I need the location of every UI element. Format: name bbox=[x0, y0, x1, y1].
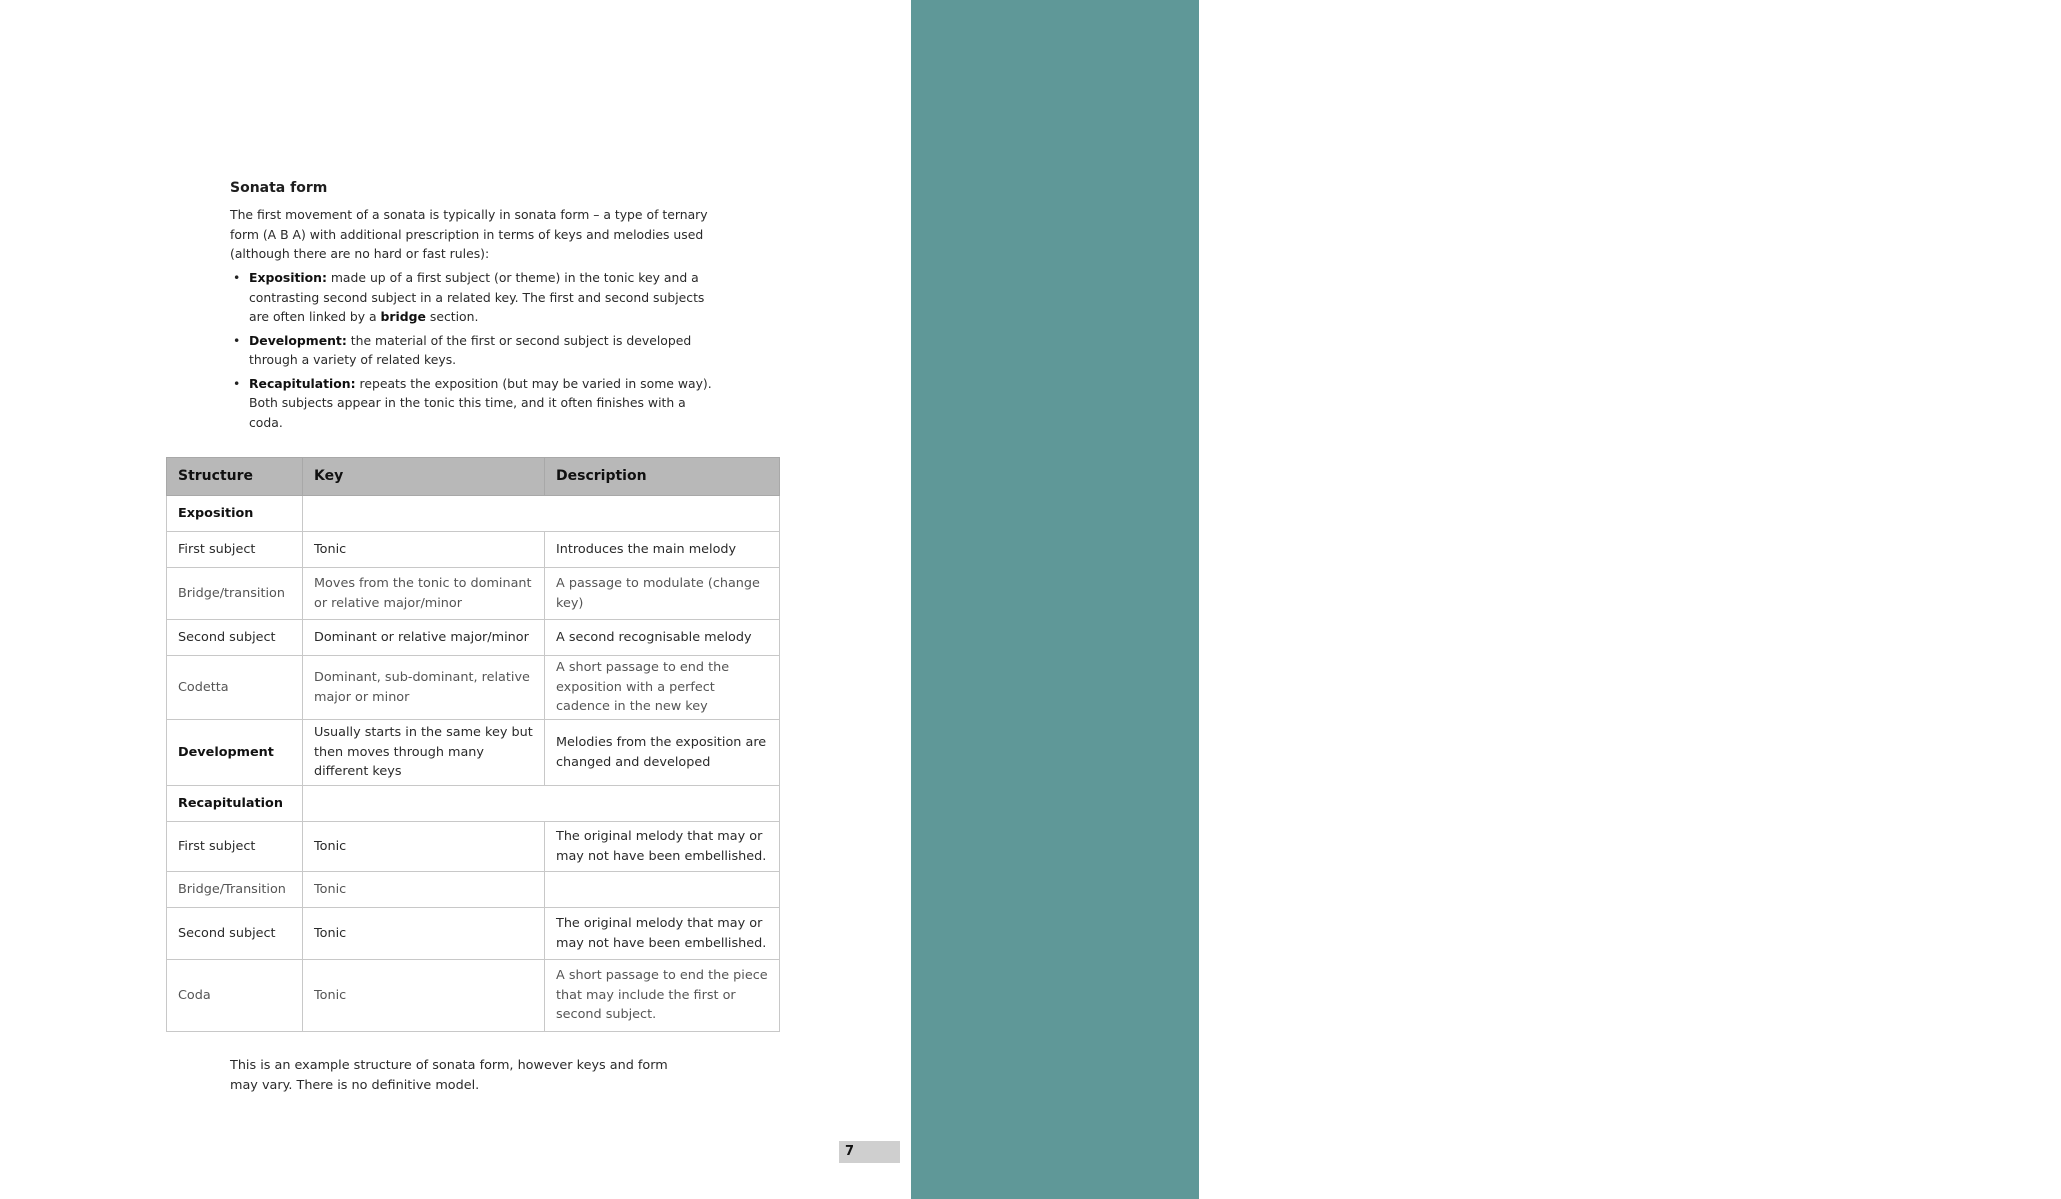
table-row bbox=[167, 568, 780, 620]
bullet-term: Recapitulation: bbox=[249, 375, 356, 391]
footnote: This is an example structure of sonata form, however keys and form may vary. There is no definitive model. bbox=[230, 1058, 668, 1093]
cell-key: Tonic bbox=[303, 908, 545, 960]
bullet-exposition bbox=[230, 268, 720, 327]
cell-key: Tonic bbox=[303, 872, 545, 908]
bullet-text: section. bbox=[425, 309, 479, 324]
bullet-term: Exposition: bbox=[249, 270, 327, 285]
cell-key: Tonic bbox=[303, 822, 545, 872]
bullet-development bbox=[230, 331, 720, 370]
table-row bbox=[167, 786, 780, 822]
cell-empty bbox=[303, 786, 780, 822]
cell-key: Tonic bbox=[303, 960, 545, 1032]
brand-logo-latin: ɣsland music bbox=[1879, 1120, 2049, 1148]
intro-paragraph: The first movement of a sonata is typically in sonata form – a type of ternary form (A B A) with additional prescription in terms of keys and melodies used (although there are no hard or fast rules): bbox=[230, 207, 708, 261]
sonata-structure-table bbox=[166, 457, 780, 1032]
cell-structure: Bridge/Transition bbox=[167, 872, 303, 908]
bullet-text: the material of the first or second subject is developed through a variety of related keys. bbox=[249, 332, 692, 367]
cell-empty bbox=[303, 496, 780, 532]
page-number: 7 bbox=[839, 1141, 900, 1163]
cell-description: A short passage to end the exposition with a perfect cadence in the new key bbox=[545, 656, 780, 720]
cell-description: A second recognisable melody bbox=[545, 620, 780, 656]
cell-description: A short passage to end the piece that may include the first or second subject. bbox=[545, 960, 780, 1032]
cell-structure: First subject bbox=[167, 822, 303, 872]
bullet-recapitulation bbox=[230, 374, 720, 433]
cell-description: The original melody that may or may not have been embellished. bbox=[545, 908, 780, 960]
cell-key: Tonic bbox=[303, 532, 545, 568]
cell-key: Dominant or relative major/minor bbox=[303, 620, 545, 656]
table-row bbox=[167, 822, 780, 872]
cell-key: Usually starts in the same key but then moves through many different keys bbox=[303, 720, 545, 786]
cell-description: Melodies from the exposition are changed and developed bbox=[545, 720, 780, 786]
cell-description bbox=[545, 872, 780, 908]
table-row bbox=[167, 872, 780, 908]
section-heading: Sonata form bbox=[230, 180, 328, 196]
bullet-term: Development: bbox=[249, 332, 347, 348]
brand-logo-cjk: 島嶼樂集 bbox=[1871, 925, 2060, 1123]
table-header-row bbox=[167, 458, 780, 496]
cell-key: Dominant, sub-dominant, relative major or minor bbox=[303, 656, 545, 720]
bullet-text: made up of a first subject (or theme) in the tonic key and a contrasting second subject in a related key. The first and second subjects are often linked by a bbox=[249, 270, 705, 324]
cell-key: Moves from the tonic to dominant or relative major/minor bbox=[303, 568, 545, 620]
header-structure: Structure bbox=[167, 458, 303, 496]
table-row bbox=[167, 656, 780, 720]
cell-structure: Codetta bbox=[167, 656, 303, 720]
table-row bbox=[167, 720, 780, 786]
table-row bbox=[167, 908, 780, 960]
form-sections-list bbox=[230, 268, 720, 436]
brand-sidebar bbox=[911, 0, 2060, 1199]
cell-structure: Coda bbox=[167, 960, 303, 1032]
cell-structure: Bridge/transition bbox=[167, 568, 303, 620]
bullet-text: repeats the exposition (but may be varied in some way). Both subjects appear in the tonic this time, and it often finishes with a coda. bbox=[249, 375, 712, 430]
cell-description: A passage to modulate (change key) bbox=[545, 568, 780, 620]
table-row bbox=[167, 960, 780, 1032]
cell-description: Introduces the main melody bbox=[545, 532, 780, 568]
bullet-bold-word: bridge bbox=[380, 309, 426, 324]
table-row bbox=[167, 620, 780, 656]
table-row bbox=[167, 496, 780, 532]
cell-structure: Exposition bbox=[167, 496, 303, 532]
header-key: Key bbox=[303, 458, 545, 496]
header-description: Description bbox=[545, 458, 780, 496]
cell-description: The original melody that may or may not have been embellished. bbox=[545, 822, 780, 872]
cell-structure: First subject bbox=[167, 532, 303, 568]
cell-structure: Second subject bbox=[167, 620, 303, 656]
cell-structure: Second subject bbox=[167, 908, 303, 960]
cell-structure: Recapitulation bbox=[167, 786, 303, 822]
table-row bbox=[167, 532, 780, 568]
cell-structure: Development bbox=[167, 720, 303, 786]
